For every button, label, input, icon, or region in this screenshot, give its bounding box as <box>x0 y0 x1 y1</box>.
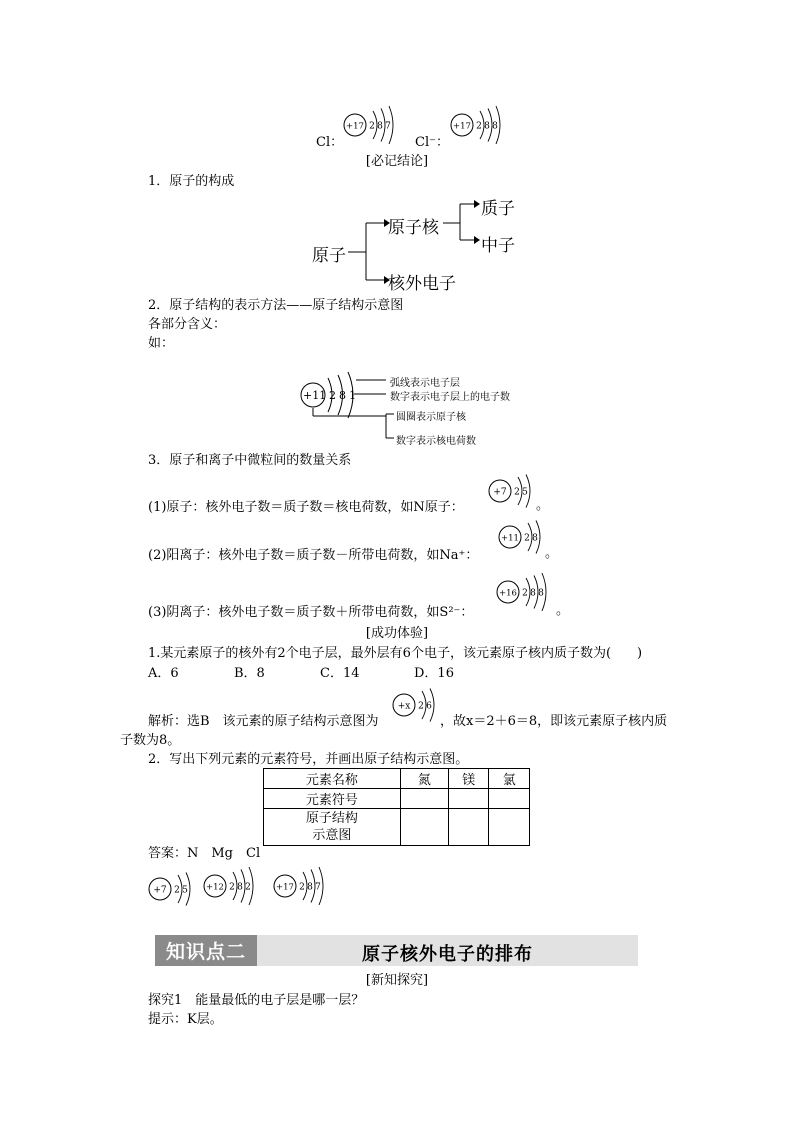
table-label-diagram-line1: 原子结构 <box>305 811 358 826</box>
period-1: 。 <box>536 498 550 513</box>
answer-n-diagram <box>148 870 192 908</box>
shell-electron-count: 2 <box>418 701 424 712</box>
table-header-row <box>264 769 530 789</box>
shell-electron-count: 2 <box>369 121 375 132</box>
knowledge-title: 原子核外电子的排布 <box>362 944 533 965</box>
shell-electron-count: 2 <box>524 533 530 544</box>
q1-option-c: C．14 <box>320 666 360 681</box>
q1-analysis-b: ，故x＝2＋6＝8，即该元素原子核内质 <box>440 714 668 729</box>
table-header-name: 元素名称 <box>264 769 401 789</box>
q2-question: 2．写出下列元素的元素符号，并画出原子结构示意图。 <box>148 752 469 767</box>
na-ion-diagram <box>498 518 544 556</box>
table-row-symbol <box>264 789 530 809</box>
q1-option-a: A．6 <box>148 666 179 681</box>
cl-ion-label: Cl⁻： <box>415 135 449 150</box>
shell-electron-count: 7 <box>315 882 321 893</box>
shell-electron-count: 5 <box>182 885 188 896</box>
table-header-n: 氮 <box>400 769 448 789</box>
q1-analysis-a: 解析：选B 该元素的原子结构示意图为 <box>148 714 379 729</box>
legend-shell-2: 8 <box>339 389 346 402</box>
nucleus-charge: +12 <box>206 882 224 893</box>
legend-shell-1: 2 <box>329 389 336 402</box>
legend-num-label: 数字表示电子层上的电子数 <box>390 392 510 403</box>
cl-atom-label: Cl： <box>316 135 344 150</box>
table-label-diagram-line2: 示意图 <box>312 828 352 843</box>
cl-atom-diagram <box>343 104 405 146</box>
nucleus-charge: +17 <box>346 121 364 132</box>
section-new: [新知探究] <box>365 973 429 988</box>
shell-electron-count: 8 <box>530 588 536 599</box>
n-atom-diagram <box>488 472 532 510</box>
q1-option-b: B．8 <box>234 666 265 681</box>
shell-electron-count: 2 <box>514 487 520 498</box>
period-3: 。 <box>556 603 570 618</box>
item2-sub: 各部分含义： <box>148 317 227 332</box>
legend-charge-label: 数字表示核电荷数 <box>396 436 476 447</box>
item2-example: 如： <box>148 336 175 351</box>
answer-cl-diagram <box>273 866 333 906</box>
nucleus-charge: +17 <box>276 882 294 893</box>
atom-composition-tree <box>300 190 540 294</box>
explore1-hint: 提示：K层。 <box>148 1012 223 1027</box>
table-cell <box>449 789 489 809</box>
legend-circle-label: 圆圈表示原子核 <box>396 412 466 423</box>
section-conclusion: [必记结论] <box>365 154 429 169</box>
q1-question: 1.某元素原子的核外有2个电子层，最外层有6个电子，该元素原子核内质子数为( ) <box>148 646 643 661</box>
q2-answer: 答案：N Mg Cl <box>148 846 261 861</box>
nucleus-charge: +11 <box>501 533 519 544</box>
relation-atom: (1)原子：核外电子数＝质子数＝核电荷数，如N原子： <box>148 500 464 515</box>
table-header-cl: 氯 <box>489 769 530 789</box>
relation-cation: (2)阳离子：核外电子数＝质子数－所带电荷数，如Na⁺： <box>148 548 479 563</box>
table-header-mg: 镁 <box>449 769 489 789</box>
shell-electron-count: 8 <box>484 121 490 132</box>
shell-electron-count: 5 <box>522 487 528 498</box>
shell-electron-count: 8 <box>492 121 498 132</box>
shell-electron-count: 8 <box>532 533 538 544</box>
shell-electron-count: 2 <box>476 121 482 132</box>
nucleus-charge: +7 <box>493 487 507 498</box>
shell-electron-count: 8 <box>377 121 383 132</box>
shell-electron-count: 2 <box>299 882 305 893</box>
relation-anion: (3)阴离子：核外电子数＝质子数＋所带电荷数，如S²⁻： <box>148 605 474 620</box>
tree-proton: 质子 <box>481 199 515 219</box>
table-label-symbol: 元素符号 <box>264 789 401 809</box>
shell-electron-count: 2 <box>245 882 251 893</box>
structure-legend-diagram <box>298 372 538 450</box>
table-cell <box>400 789 448 809</box>
shell-electron-count: 2 <box>229 882 235 893</box>
table-cell <box>449 809 489 846</box>
item1-heading: 1．原子的构成 <box>148 174 235 189</box>
knowledge-bar <box>155 935 638 966</box>
shell-electron-count: 2 <box>174 885 180 896</box>
period-2: 。 <box>545 546 559 561</box>
table-label-diagram <box>264 809 401 846</box>
q1-option-d: D．16 <box>414 666 454 681</box>
table-cell <box>489 789 530 809</box>
legend-arc-label: 弧线表示电子层 <box>390 378 460 389</box>
answer-mg-diagram <box>203 866 263 906</box>
legend-shell-3: 1 <box>349 389 356 402</box>
nucleus-charge: +x <box>397 701 411 712</box>
knowledge-tag: 知识点二 <box>155 935 257 966</box>
nucleus-charge: +16 <box>499 588 517 599</box>
tree-electron: 核外电子 <box>388 274 456 294</box>
table-cell <box>489 809 530 846</box>
item2-heading: 2．原子结构的表示方法——原子结构示意图 <box>148 298 404 313</box>
shell-electron-count: 2 <box>522 588 528 599</box>
legend-nucleus: +11 <box>303 389 327 402</box>
element-table <box>263 768 530 846</box>
table-row-diagram <box>264 809 530 846</box>
shell-electron-count: 8 <box>538 588 544 599</box>
q1-analysis-c: 子数为8。 <box>120 733 181 748</box>
q1-diagram <box>392 686 438 724</box>
nucleus-charge: +17 <box>453 121 471 132</box>
shell-electron-count: 8 <box>237 882 243 893</box>
nucleus-charge: +7 <box>153 885 167 896</box>
tree-nucleus: 原子核 <box>388 218 439 238</box>
tree-root: 原子 <box>312 246 346 266</box>
shell-electron-count: 8 <box>307 882 313 893</box>
section-experience: [成功体验] <box>365 626 429 641</box>
shell-electron-count: 6 <box>426 701 432 712</box>
shell-electron-count: 7 <box>385 121 391 132</box>
cl-ion-diagram <box>450 104 512 146</box>
s-ion-diagram <box>496 571 556 613</box>
table-cell <box>400 809 448 846</box>
tree-neutron: 中子 <box>481 236 515 256</box>
explore1-question: 探究1 能量最低的电子层是哪一层？ <box>148 993 365 1008</box>
item3-heading: 3．原子和离子中微粒间的数量关系 <box>148 453 352 468</box>
